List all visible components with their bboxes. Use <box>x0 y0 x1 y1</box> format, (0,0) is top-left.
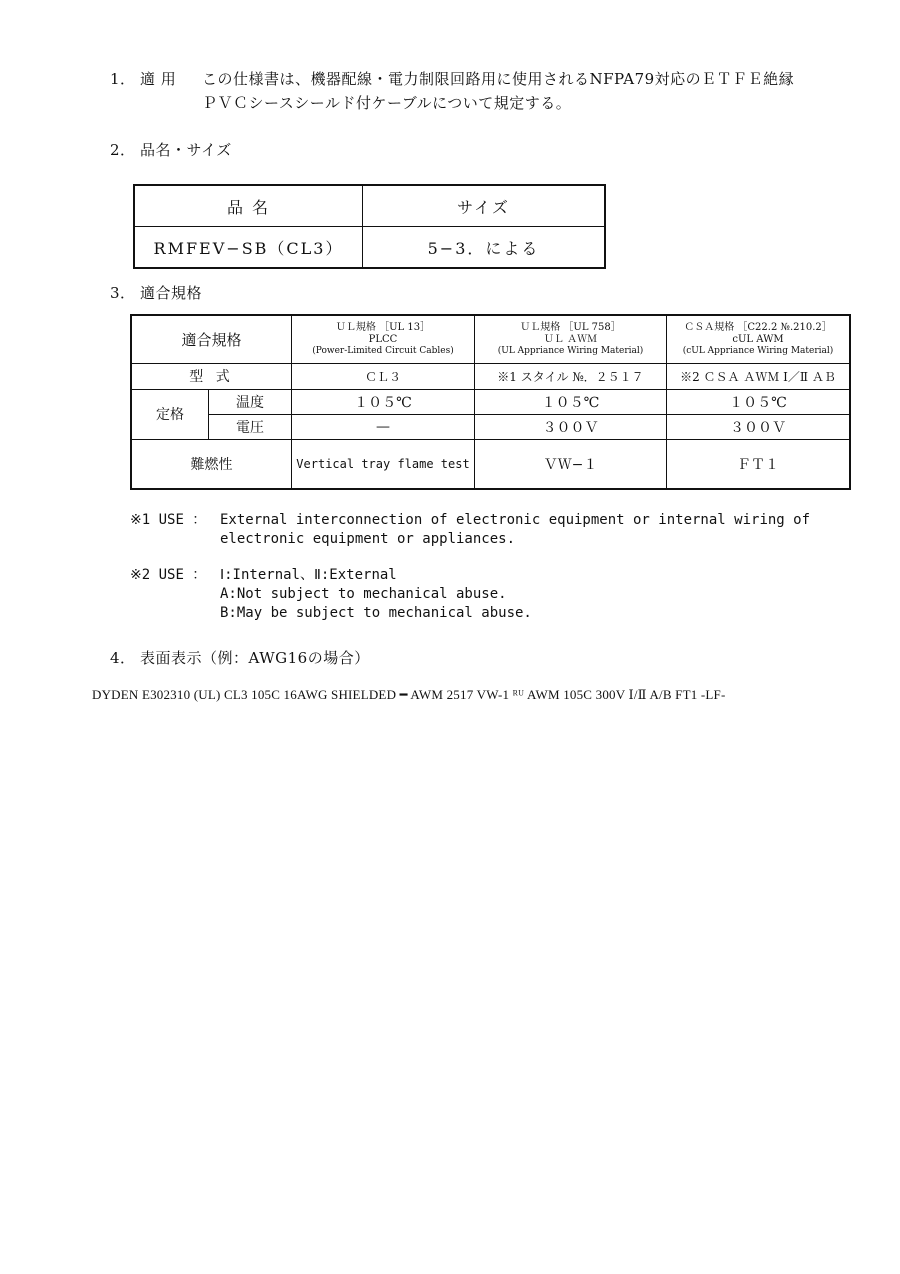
size-cell: 5−3．による <box>363 227 606 269</box>
note-1-line2: electronic equipment or appliances. <box>220 531 516 547</box>
section-4-number: 4． <box>110 649 136 667</box>
section-1-text-line2: ＰＶＣシースシールド付ケーブルについて規定する。 <box>202 94 572 112</box>
type-ul13: ＣＬ３ <box>292 363 475 389</box>
note-2-line3: B:May be subject to mechanical abuse. <box>220 605 532 621</box>
note-2-line2: A:Not subject to mechanical abuse. <box>220 586 507 602</box>
flame-row <box>131 439 850 489</box>
voltage-row <box>131 414 850 439</box>
section-3-number: 3． <box>110 284 136 302</box>
header-csa <box>667 315 851 363</box>
note-1-line1: External interconnection of electronic equipment or internal wiring of <box>220 512 811 528</box>
temperature-row <box>131 389 850 414</box>
header-product-name: 品 名 <box>134 185 363 227</box>
section-2-title: 品名・サイズ <box>140 141 232 159</box>
temp-ul13: １０５℃ <box>292 389 475 414</box>
type-label: 型 式 <box>131 363 292 389</box>
section-1-text-line1: この仕様書は、機器配線・電力制限回路用に使用されるNFPA79対応のＥＴＦＥ絶縁 <box>202 70 795 88</box>
ul758-title: ＵＬ規格 ［UL 758］ <box>520 321 621 333</box>
standards-header-row <box>131 315 850 363</box>
type-ul758: ※1 スタイル №．２５１７ <box>475 363 667 389</box>
table-row <box>134 227 605 269</box>
note-2 <box>130 566 397 585</box>
note-2-mark: ※2 USE ： <box>130 567 207 583</box>
volt-ul758: ３００Ｖ <box>475 414 667 439</box>
header-ul758 <box>475 315 667 363</box>
temperature-label: 温度 <box>209 389 292 414</box>
temp-csa: １０５℃ <box>667 389 851 414</box>
rating-label: 定格 <box>131 389 209 439</box>
section-1 <box>110 68 794 89</box>
section-1-label: 適 用 <box>140 70 177 88</box>
surface-marking-text: DYDEN E302310 (UL) CL3 105C 16AWG SHIELDED ━ AWM 2517 VW-1 ᴿᵁ AWM 105C 300V Ⅰ/Ⅱ A/B FT1 -LF- <box>92 687 726 702</box>
ul758-type: ＵＬ ＡＷＭ <box>543 333 598 345</box>
section-4-heading <box>110 647 370 668</box>
type-csa: ※2 ＣＳＡ ＡＷＭ Ⅰ／Ⅱ ＡＢ <box>667 363 851 389</box>
standards-table <box>130 314 851 490</box>
flame-csa: ＦＴ１ <box>667 439 851 489</box>
ul758-desc: (UL Appriance Wiring Material) <box>497 345 644 356</box>
voltage-label: 電圧 <box>209 414 292 439</box>
csa-type: cUL AWM <box>732 333 784 345</box>
ul13-type: PLCC <box>368 333 398 345</box>
header-size: サイズ <box>363 185 606 227</box>
product-size-table <box>133 184 606 269</box>
section-1-number: 1． <box>110 70 136 88</box>
type-row <box>131 363 850 389</box>
section-2-heading <box>110 139 232 160</box>
flame-ul13: Vertical tray flame test <box>292 439 475 489</box>
section-3-heading <box>110 282 202 303</box>
csa-desc: (cUL Appriance Wiring Material) <box>682 345 834 356</box>
section-2-number: 2． <box>110 141 136 159</box>
flame-label: 難燃性 <box>131 439 292 489</box>
table-header-row <box>134 185 605 227</box>
temp-ul758: １０５℃ <box>475 389 667 414</box>
ul13-desc: (Power-Limited Circuit Cables) <box>312 345 454 356</box>
note-2-line1: Ⅰ:Internal、Ⅱ:External <box>220 567 397 583</box>
header-standards: 適合規格 <box>131 315 292 363</box>
volt-csa: ３００Ｖ <box>667 414 851 439</box>
header-ul13 <box>292 315 475 363</box>
volt-ul13: — <box>292 414 475 439</box>
section-4-title: 表面表示（例：AWG16の場合） <box>140 649 370 667</box>
ul13-title: ＵＬ規格 ［UL 13］ <box>335 321 431 333</box>
note-1-mark: ※1 USE ： <box>130 512 207 528</box>
section-3-title: 適合規格 <box>140 284 203 302</box>
csa-title: ＣＳＡ規格 ［C22.2 №.210.2］ <box>684 321 832 333</box>
note-1 <box>130 511 810 530</box>
flame-ul758: ＶＷ−１ <box>475 439 667 489</box>
product-name-cell: RMFEV−SB（CL3） <box>134 227 363 269</box>
